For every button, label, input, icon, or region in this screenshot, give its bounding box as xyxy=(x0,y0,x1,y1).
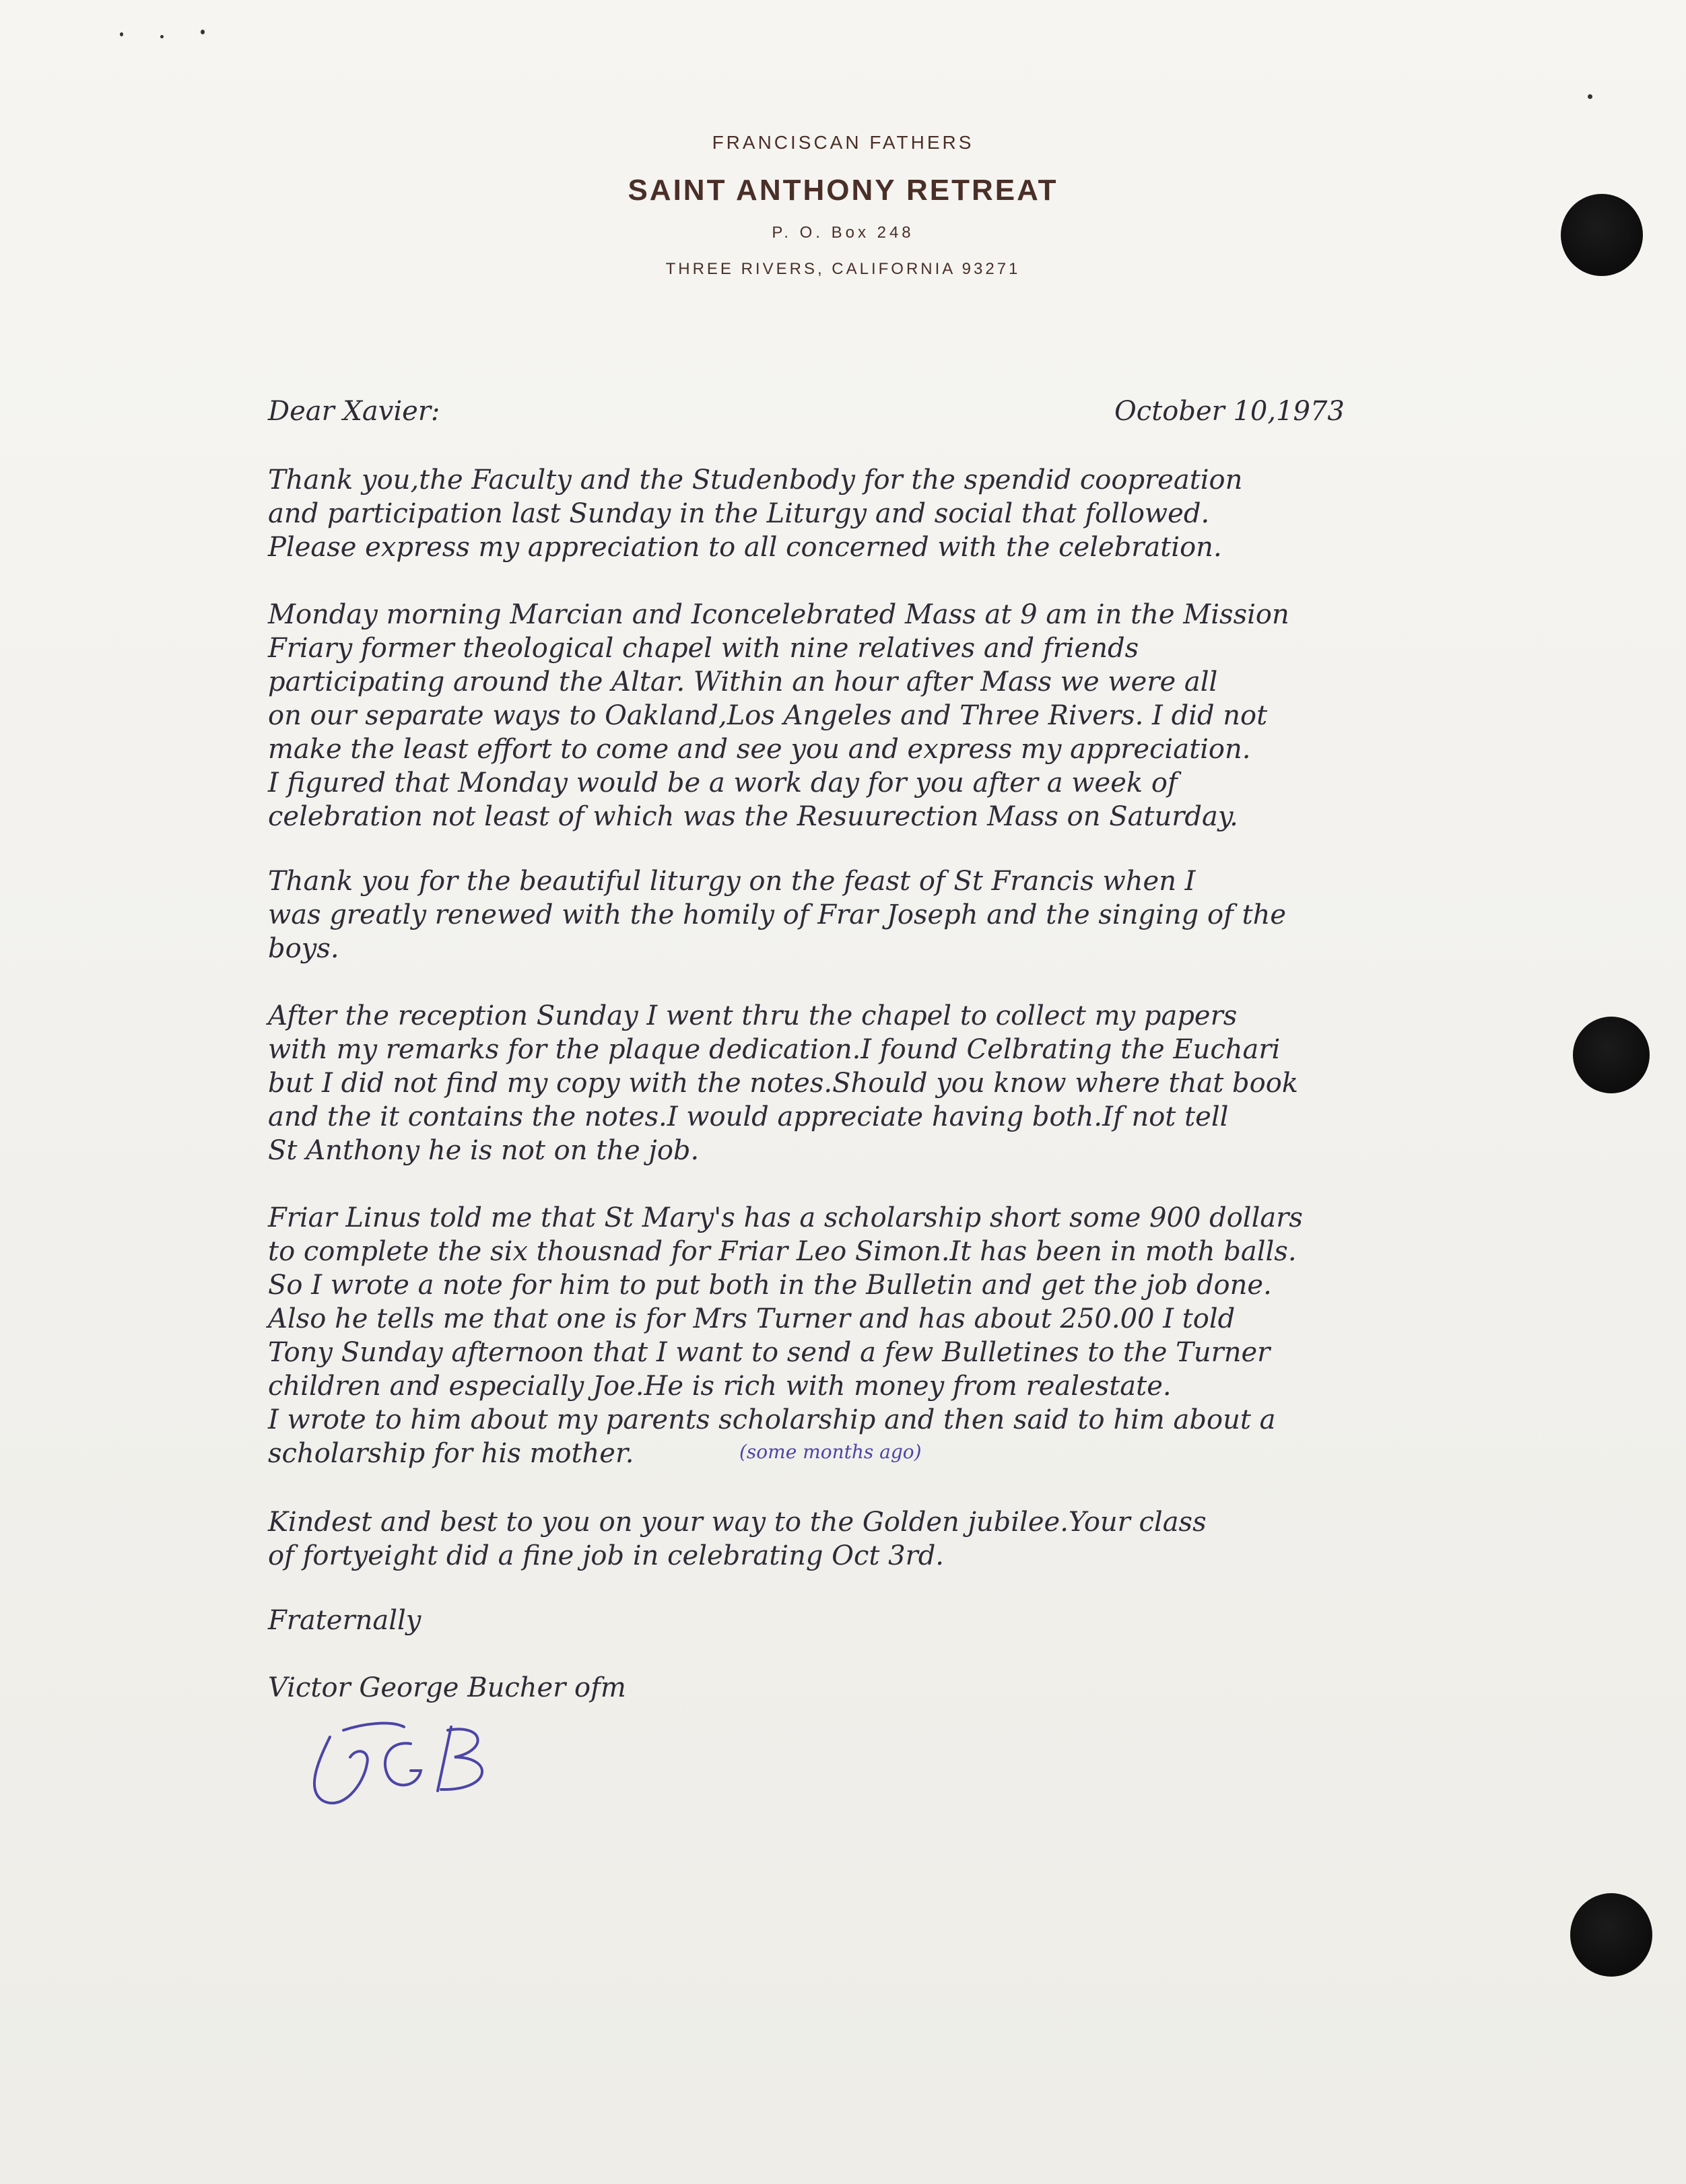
text-line: I figured that Monday would be a work day for you after a week of xyxy=(268,767,1178,798)
salutation: Dear Xavier: xyxy=(268,396,440,427)
text-line: St Anthony he is not on the job. xyxy=(268,1135,700,1166)
text-line: Also he tells me that one is for Mrs Turner and has about 250.00 I told xyxy=(268,1303,1236,1334)
typed-signature: Victor George Bucher ofm xyxy=(268,1672,626,1703)
text-line: celebration not least of which was the Resuurection Mass on Saturday. xyxy=(268,801,1238,832)
text-line: Friar Linus told me that St Mary's has a scholarship short some 900 dollars xyxy=(268,1202,1303,1233)
text-line: and participation last Sunday in the Liturgy and social that followed. xyxy=(268,498,1210,529)
text-line: boys. xyxy=(268,933,339,964)
text-line: participating around the Altar. Within an hour after Mass we were all xyxy=(268,667,1218,697)
punch-hole xyxy=(1570,1893,1652,1977)
letterhead-po-box: P. O. Box 248 xyxy=(772,224,914,242)
paper-speck xyxy=(120,32,123,36)
text-line: of fortyeight did a fine job in celebrating Oct 3rd. xyxy=(268,1540,945,1571)
text-line: scholarship for his mother. xyxy=(268,1438,634,1469)
text-line: Monday morning Marcian and Iconcelebrated Mass at 9 am in the Mission xyxy=(268,599,1289,630)
text-line: Please express my appreciation to all concerned with the celebration. xyxy=(268,532,1222,563)
paragraph-thanks xyxy=(268,463,1242,564)
letterhead-org: FRANCISCAN FATHERS xyxy=(712,132,974,153)
text-line: with my remarks for the plaque dedication.I found Celbrating the Euchari xyxy=(268,1034,1281,1065)
text-line: Thank you for the beautiful liturgy on the feast of St Francis when I xyxy=(268,866,1196,897)
text-line: After the reception Sunday I went thru the chapel to collect my papers xyxy=(268,1000,1238,1031)
paragraph-reception xyxy=(268,999,1298,1167)
text-line: Tony Sunday afternoon that I want to send a few Bulletines to the Turner xyxy=(268,1337,1271,1368)
letter-date: October 10,1973 xyxy=(1114,396,1345,427)
text-line: Kindest and best to you on your way to the Golden jubilee.Your class xyxy=(268,1507,1207,1538)
letterhead-city: THREE RIVERS, CALIFORNIA 93271 xyxy=(665,260,1021,278)
letterhead-name: SAINT ANTHONY RETREAT xyxy=(628,174,1058,207)
paragraph-monday-mass xyxy=(268,598,1289,833)
paragraph-scholarship xyxy=(268,1201,1303,1470)
text-line: So I wrote a note for him to put both in the Bulletin and get the job done. xyxy=(268,1270,1272,1301)
text-line: to complete the six thousnad for Friar Leo Simon.It has been in moth balls. xyxy=(268,1236,1297,1267)
text-line: Thank you,the Faculty and the Studenbody for the spendid coopreation xyxy=(268,465,1243,496)
handwritten-signature xyxy=(303,1710,518,1811)
paragraph-liturgy xyxy=(268,864,1286,965)
paragraph-jubilee xyxy=(268,1505,1207,1573)
text-line: children and especially Joe.He is rich with money from realestate. xyxy=(268,1371,1172,1402)
text-line: I wrote to him about my parents scholarship and then said to him about a xyxy=(268,1404,1276,1435)
text-line: make the least effort to come and see you and express my appreciation. xyxy=(268,734,1251,765)
paper-speck xyxy=(1588,94,1592,99)
text-line: and the it contains the notes.I would appreciate having both.If not tell xyxy=(268,1101,1229,1132)
text-line: was greatly renewed with the homily of Frar Joseph and the singing of the xyxy=(268,899,1287,930)
punch-hole xyxy=(1573,1017,1650,1093)
text-line: but I did not find my copy with the notes.Should you know where that book xyxy=(268,1068,1299,1099)
closing: Fraternally xyxy=(268,1605,422,1636)
paper-speck xyxy=(201,30,205,34)
text-line: Friary former theological chapel with nine relatives and friends xyxy=(268,633,1139,664)
text-line: on our separate ways to Oakland,Los Angeles and Three Rivers. I did not xyxy=(268,700,1268,731)
punch-hole xyxy=(1561,194,1643,276)
paper-speck xyxy=(160,35,164,38)
handwritten-annotation: (some months ago) xyxy=(739,1441,922,1463)
